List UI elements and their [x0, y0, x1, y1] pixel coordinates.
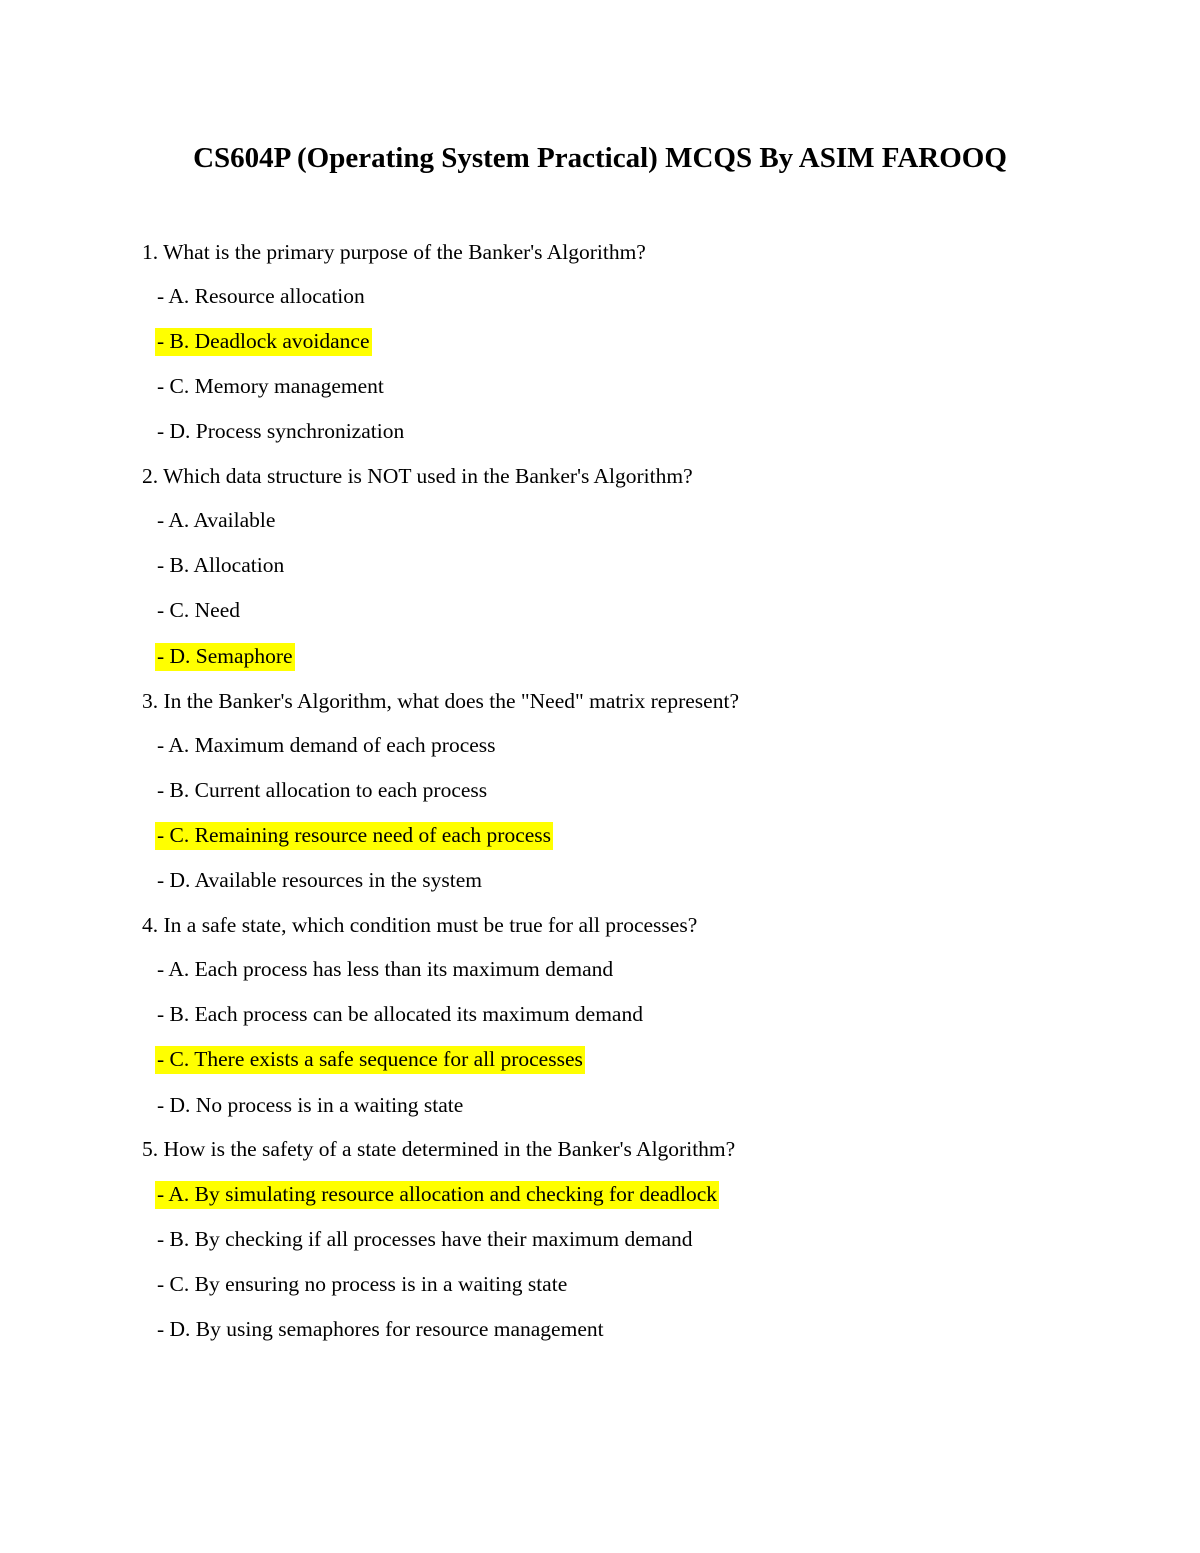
option-5d [157, 1315, 604, 1343]
option-4c [157, 1045, 585, 1073]
option-4a [157, 955, 613, 983]
option-5a [157, 1180, 719, 1208]
option-3c [157, 821, 553, 849]
option-2c [157, 596, 240, 624]
option-text: - B. Each process can be allocated its maximum demand [157, 1002, 643, 1026]
option-text: - A. Resource allocation [157, 284, 365, 308]
option-3a [157, 731, 496, 759]
option-text: - C. Need [157, 598, 240, 622]
option-text: - B. By checking if all processes have their maximum demand [157, 1227, 693, 1251]
option-1c [157, 372, 384, 400]
option-3d [157, 866, 482, 894]
option-4b [157, 1000, 643, 1028]
option-text: - A. Each process has less than its maximum demand [157, 957, 614, 981]
option-5b [157, 1225, 693, 1253]
option-3b [157, 776, 487, 804]
option-4d [157, 1091, 463, 1119]
option-text: - A. Available [157, 508, 276, 532]
option-1d [157, 417, 404, 445]
option-2a [157, 506, 275, 534]
option-text: - D. By using semaphores for resource management [157, 1317, 604, 1341]
option-text: - A. By simulating resource allocation and checking for deadlock [155, 1181, 719, 1209]
option-2d [157, 642, 295, 670]
option-5c [157, 1270, 567, 1298]
option-text: - B. Deadlock avoidance [155, 328, 372, 356]
question-3: 3. In the Banker's Algorithm, what does the "Need" matrix represent? [142, 689, 739, 713]
option-2b [157, 551, 284, 579]
option-text: - A. Maximum demand of each process [157, 733, 496, 757]
option-text: - D. Semaphore [155, 643, 295, 671]
option-text: - B. Current allocation to each process [157, 778, 488, 802]
option-text: - B. Allocation [157, 553, 285, 577]
option-text: - D. Process synchronization [157, 419, 405, 443]
document-title: CS604P (Operating System Practical) MCQS By ASIM FAROOQ [193, 142, 1007, 174]
question-5: 5. How is the safety of a state determined in the Banker's Algorithm? [142, 1137, 736, 1161]
option-text: - D. Available resources in the system [157, 868, 482, 892]
option-text: - C. Memory management [157, 374, 384, 398]
option-1a [157, 282, 365, 310]
option-text: - C. By ensuring no process is in a waiting state [157, 1272, 568, 1296]
question-1: 1. What is the primary purpose of the Banker's Algorithm? [142, 240, 646, 264]
option-1b [157, 327, 372, 355]
option-text: - D. No process is in a waiting state [157, 1093, 464, 1117]
option-text: - C. There exists a safe sequence for all processes [155, 1046, 585, 1074]
question-2: 2. Which data structure is NOT used in the Banker's Algorithm? [142, 464, 693, 488]
option-text: - C. Remaining resource need of each process [155, 822, 553, 850]
question-4: 4. In a safe state, which condition must be true for all processes? [142, 913, 698, 937]
